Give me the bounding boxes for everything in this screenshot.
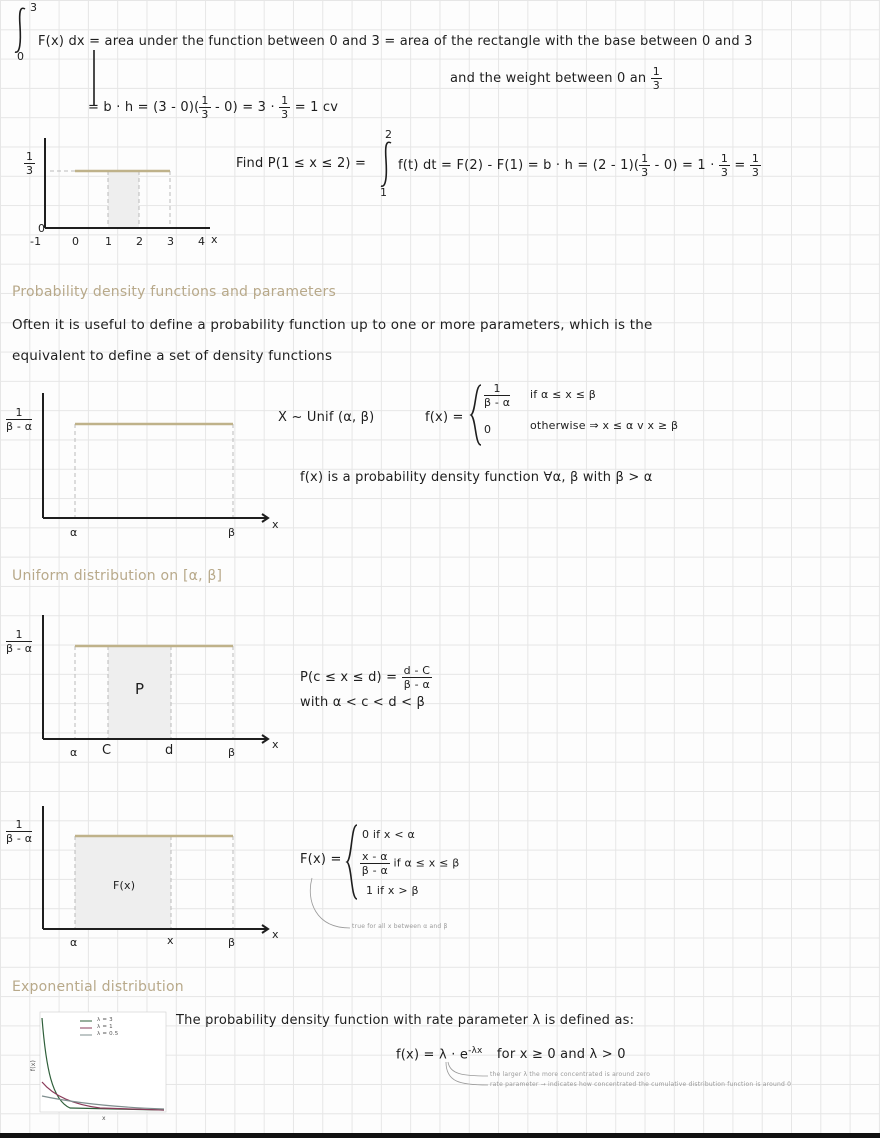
expo-formula-exponent: -λx [468,1046,483,1056]
case2-condition: otherwise ⇒ x ≤ α v x ≥ β [530,419,679,432]
graph2-tick-beta: β [228,526,236,539]
pdf-para-1: Often it is useful to define a probability function up to one or more parameters, which is the [12,317,653,333]
legend-entry: λ = 3 [97,1017,113,1023]
frac-num: 1 [484,382,510,396]
uniform-prob-lhs: P(c ≤ x ≤ d) = [300,670,398,685]
graph4-tick-alpha: α [70,936,78,949]
frac-den: β - α [6,832,33,845]
pdf-para-2: equivalent to define a set of density functions [12,348,333,364]
cdf-case-3: 1 if x > β [366,884,419,897]
find-int-upper: 2 [385,128,393,141]
legend-entry: λ = 0.5 [97,1031,119,1037]
frac-num: 1 [281,94,289,107]
frac-den: 3 [26,164,34,177]
frac-den: 3 [281,108,289,121]
find-body-a: f(t) dt = F(2) - F(1) = b · h = (2 - 1)( [398,158,640,173]
graph4-x-axis-label: x [272,928,279,941]
graph1-x-tick: 2 [136,235,144,248]
expo-formula-a: f(x) = λ · e [396,1047,469,1063]
legend-entry: λ = 1 [97,1024,113,1030]
frac-num: 1 [751,152,760,165]
frac-num: 1 [641,152,649,165]
pdf-note: f(x) is a probability density function ∀α, β with β > α [300,470,653,485]
graph1-x-tick: 0 [72,235,80,248]
expo-x-label: x [102,1115,106,1122]
frac-den: 3 [751,166,760,179]
line3-part-c: = 1 cv [294,100,339,115]
frac-den: β - α [484,396,511,409]
area-line-1: F(x) dx = area under the function between 0 and 3 = area of the rectangle with the base between 0 and 3 [38,34,753,49]
graph3-tick-d: d [165,743,174,758]
line3-part-a: = b · h = (3 - 0)( [88,100,200,115]
find-body-c: = [734,158,746,173]
frac-den: β - α [361,864,388,877]
frac-den: 3 [652,79,660,92]
graph4-tick-beta: β [228,936,236,949]
expo-note-1: the larger λ the more concentrated is around zero [490,1071,651,1078]
frac-num: 1 [6,406,32,420]
graph1-x-tick: 4 [198,235,206,248]
area-line-2-text: and the weight between 0 an [450,71,647,86]
find-int-lower: 1 [380,186,388,199]
dist-notation: X ~ Unif (α, β) [278,410,375,425]
frac-num: 1 [6,628,32,642]
bottom-bar [0,1133,880,1138]
integral-upper-bound: 3 [30,1,38,14]
cdf-note: true for all x between α and β [352,923,448,930]
cdf-case-1: 0 if x < α [362,828,415,841]
graph3-shade-label: P [135,680,145,698]
frac-den: 3 [201,108,209,121]
graph2-tick-alpha: α [70,526,78,539]
find-body-b: - 0) = 1 · [654,158,715,173]
expo-y-label: f(x) [30,1059,38,1072]
cdf-case-2-cond: if α ≤ x ≤ β [393,856,460,870]
pdf-lhs: f(x) = [425,410,464,425]
heading-uniform: Uniform distribution on [α, β] [12,568,223,584]
expo-formula-b: for x ≥ 0 and λ > 0 [496,1047,626,1063]
uniform-with: with α < c < d < β [300,695,426,710]
graph1-x-tick: 3 [167,235,175,248]
frac-num: 1 [720,152,729,165]
frac-num: 1 [6,818,32,832]
graph4-tick-x: x [167,934,174,947]
frac-den: β - α [6,642,33,655]
frac-num: d - C [403,664,431,677]
graph1-x-axis-label: x [211,233,218,246]
expo-note-2: rate parameter → indicates how concentrated the cumulative distribution function is around 0 [490,1081,792,1088]
graph1-x-tick: 1 [105,235,113,248]
graph3-tick-alpha: α [70,746,78,759]
frac-den: β - α [6,420,33,433]
frac-den: 3 [720,166,729,179]
frac-num: x - α [362,850,388,863]
case1-condition: if α ≤ x ≤ β [530,388,597,401]
graph3-tick-beta: β [228,746,236,759]
heading-exponential: Exponential distribution [12,979,184,995]
cdf-lhs: F(x) = [300,852,342,867]
expo-text: The probability density function with rate parameter λ is defined as: [176,1013,635,1028]
frac-num: 1 [652,65,660,78]
graph3-x-axis-label: x [272,738,279,751]
case2-value: 0 [484,423,492,436]
frac-den: 3 [641,166,649,179]
graph2-x-axis-label: x [272,518,279,531]
heading-pdf-parameters: Probability density functions and parameters [12,284,336,300]
frac-num: 1 [201,94,209,107]
graph1-x-tick: -1 [30,235,42,248]
graph4-shade-label: F(x) [113,879,136,892]
frac-den: β - α [403,678,430,691]
frac-num: 1 [26,150,34,163]
graph1-y-zero: 0 [38,222,46,235]
graph3-tick-c: C [102,743,112,758]
line3-part-b: - 0) = 3 · [214,100,275,115]
integral-lower-bound: 0 [17,50,25,63]
find-text: Find P(1 ≤ x ≤ 2) = [236,156,367,171]
